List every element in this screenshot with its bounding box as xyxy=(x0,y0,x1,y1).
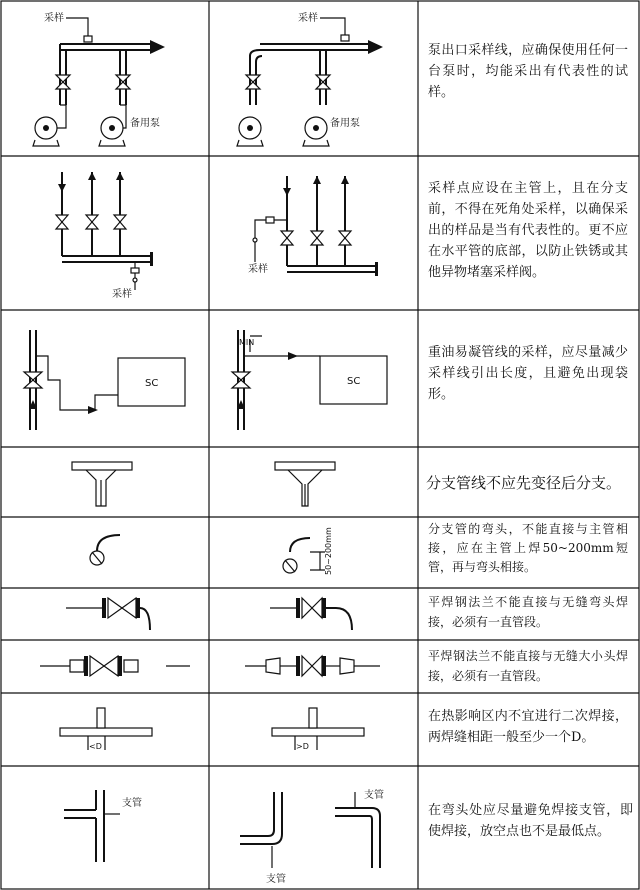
branch-label: 支管 xyxy=(364,790,384,801)
sample-label: 采样 xyxy=(112,289,132,300)
sc-label: SC xyxy=(145,378,159,389)
diagram-sampling-right xyxy=(248,176,378,276)
standby-pump-label: 备用泵 xyxy=(330,118,360,129)
diagram-branch-reducer-right xyxy=(275,462,335,506)
diagram-branch-reducer-wrong xyxy=(72,462,132,506)
min-label: MIN xyxy=(239,338,255,347)
gt-d-label: >D xyxy=(296,742,309,751)
standby-pump-label: 备用泵 xyxy=(130,118,160,129)
sample-label: 采样 xyxy=(298,13,318,24)
sample-label: 采样 xyxy=(248,264,268,275)
diagram-heat-zone-right xyxy=(272,708,364,751)
rule-text-branch-reducer: 分支管线不应先变径后分支。 xyxy=(426,474,622,492)
sample-label: 采样 xyxy=(44,13,64,24)
diagram-branch-elbow-wrong xyxy=(90,535,120,565)
diagram-elbow-branch-right xyxy=(240,788,384,885)
dimension-label: 50~200mm xyxy=(324,527,333,575)
diagram-flange-reducer-right xyxy=(245,656,380,676)
diagram-branch-elbow-right xyxy=(283,527,333,575)
rule-text-flange-reducer: 平焊钢法兰不能直接与无缝大小头焊接，必须有一直管段。 xyxy=(428,649,628,683)
rule-text-elbow-branch: 在弯头处应尽量避免焊接支管，即使焊接，放空点也不是最低点。 xyxy=(428,803,633,839)
diagram-heavy-oil-wrong xyxy=(24,330,185,430)
diagram-heat-zone-wrong xyxy=(60,708,152,751)
branch-label: 支管 xyxy=(122,798,142,809)
diagram-sampling-wrong xyxy=(56,172,153,300)
diagram-elbow-branch-wrong xyxy=(64,790,142,862)
rule-text-pump-outlet: 泵出口采样线，应确保使用任何一台泵时，均能采出有代表性的试样。 xyxy=(428,43,628,100)
rule-text-branch-elbow: 分支管的弯头，不能直接与主管相接，应在主管上焊50~200mm短管，再与弯头相接。 xyxy=(428,522,628,574)
diagram-pump-outlet-right xyxy=(237,11,383,146)
diagram-flange-elbow-right xyxy=(270,598,352,630)
diagram-pump-outlet-wrong xyxy=(33,11,165,146)
diagram-flange-reducer-wrong xyxy=(40,656,190,676)
diagram-heavy-oil-right xyxy=(232,330,387,430)
rule-text-flange-elbow: 平焊钢法兰不能直接与无缝弯头焊接，必须有一直管段。 xyxy=(428,595,628,629)
rule-text-heavy-oil: 重油易凝管线的采样，应尽量减少采样线引出长度，且避免出现袋形。 xyxy=(428,345,628,402)
diagram-flange-elbow-wrong xyxy=(66,598,150,630)
rule-text-heat-zone: 在热影响区内不宜进行二次焊接，两焊缝相距一般至少一个D。 xyxy=(428,709,628,745)
lt-d-label: <D xyxy=(89,742,102,751)
sc-label: SC xyxy=(347,376,361,387)
rule-text-sampling-point: 采样点应设在主管上，且在分支前，不得在死角处采样，以确保采出的样品是当有代表性的。更不应在水平管的底部，以防止铁锈或其他异物堵塞采样阀。 xyxy=(428,181,628,280)
branch-label: 支管 xyxy=(266,874,286,885)
